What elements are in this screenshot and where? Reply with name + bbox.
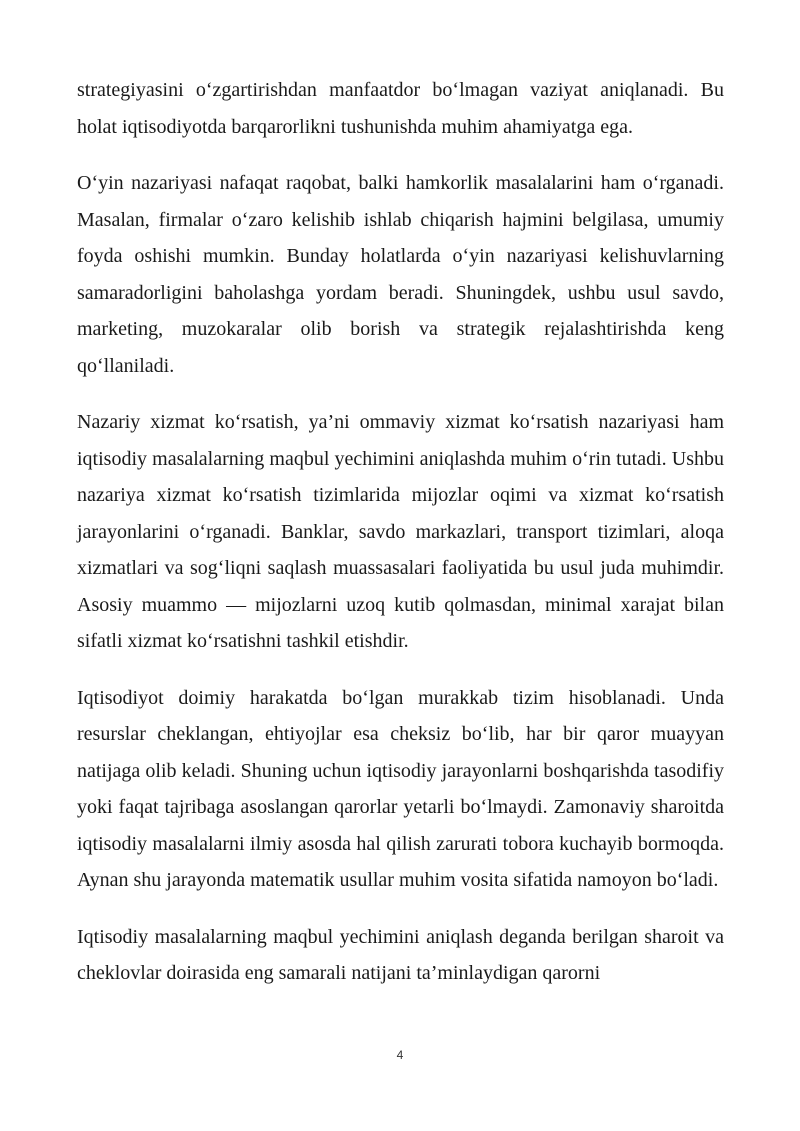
page-number: 4 xyxy=(396,1048,404,1062)
page-body xyxy=(77,72,724,992)
paragraph: Iqtisodiy masalalarning maqbul yechimini aniqlash deganda berilgan sharoit va cheklovlar doirasida eng samarali natijani ta’minlaydigan qarorni xyxy=(77,925,724,984)
paragraph: O‘yin nazariyasi nafaqat raqobat, balki hamkorlik masalalarini ham o‘rganadi. Masalan, firmalar o‘zaro kelishib ishlab chiqarish hajmini belgilasa, umumiy foyda oshishi mumkin. Bunday holatlarda o‘yin nazariyasi kelishuvlarning samaradorligini baholashga yordam beradi. Shuningdek, ushbu usul savdo, marketing, muzokaralar olib borish va strategik rejalashtirishda keng qo‘llaniladi. xyxy=(77,172,724,377)
paragraph: strategiyasini o‘zgartirishdan manfaatdor bo‘lmagan vaziyat aniqlanadi. Bu holat iqtisodiyotda barqarorlikni tushunishda muhim ahamiyatga ega. xyxy=(77,79,724,138)
paragraph: Iqtisodiyot doimiy harakatda bo‘lgan murakkab tizim hisoblanadi. Unda resurslar cheklangan, ehtiyojlar esa cheksiz bo‘lib, har bir qaror muayyan natijaga olib keladi. Shuning uchun iqtisodiy jarayonlarni boshqarishda tasodifiy yoki faqat tajribaga asoslangan qarorlar yetarli bo‘lmaydi. Zamonaviy sharoitda iqtisodiy masalalarni ilmiy asosda hal qilish zarurati tobora kuchayib bormoqda. Aynan shu jarayonda matematik usullar muhim vosita sifatida namoyon bo‘ladi. xyxy=(77,686,724,891)
paragraph: Nazariy xizmat ko‘rsatish, ya’ni ommaviy xizmat ko‘rsatish nazariyasi ham iqtisodiy masalalarning maqbul yechimini aniqlashda muhim o‘rin tutadi. Ushbu nazariya xizmat ko‘rsatish tizimlarida mijozlar oqimi va xizmat ko‘rsatish jarayonlarini o‘rganadi. Banklar, savdo markazlari, transport tizimlari, aloqa xizmatlari va sog‘liqni saqlash muassasalari faoliyatida bu usul juda muhimdir. Asosiy muammo — mijozlarni uzoq kutib qolmasdan, minimal xarajat bilan sifatli xizmat ko‘rsatishni tashkil etishdir. xyxy=(77,411,724,652)
